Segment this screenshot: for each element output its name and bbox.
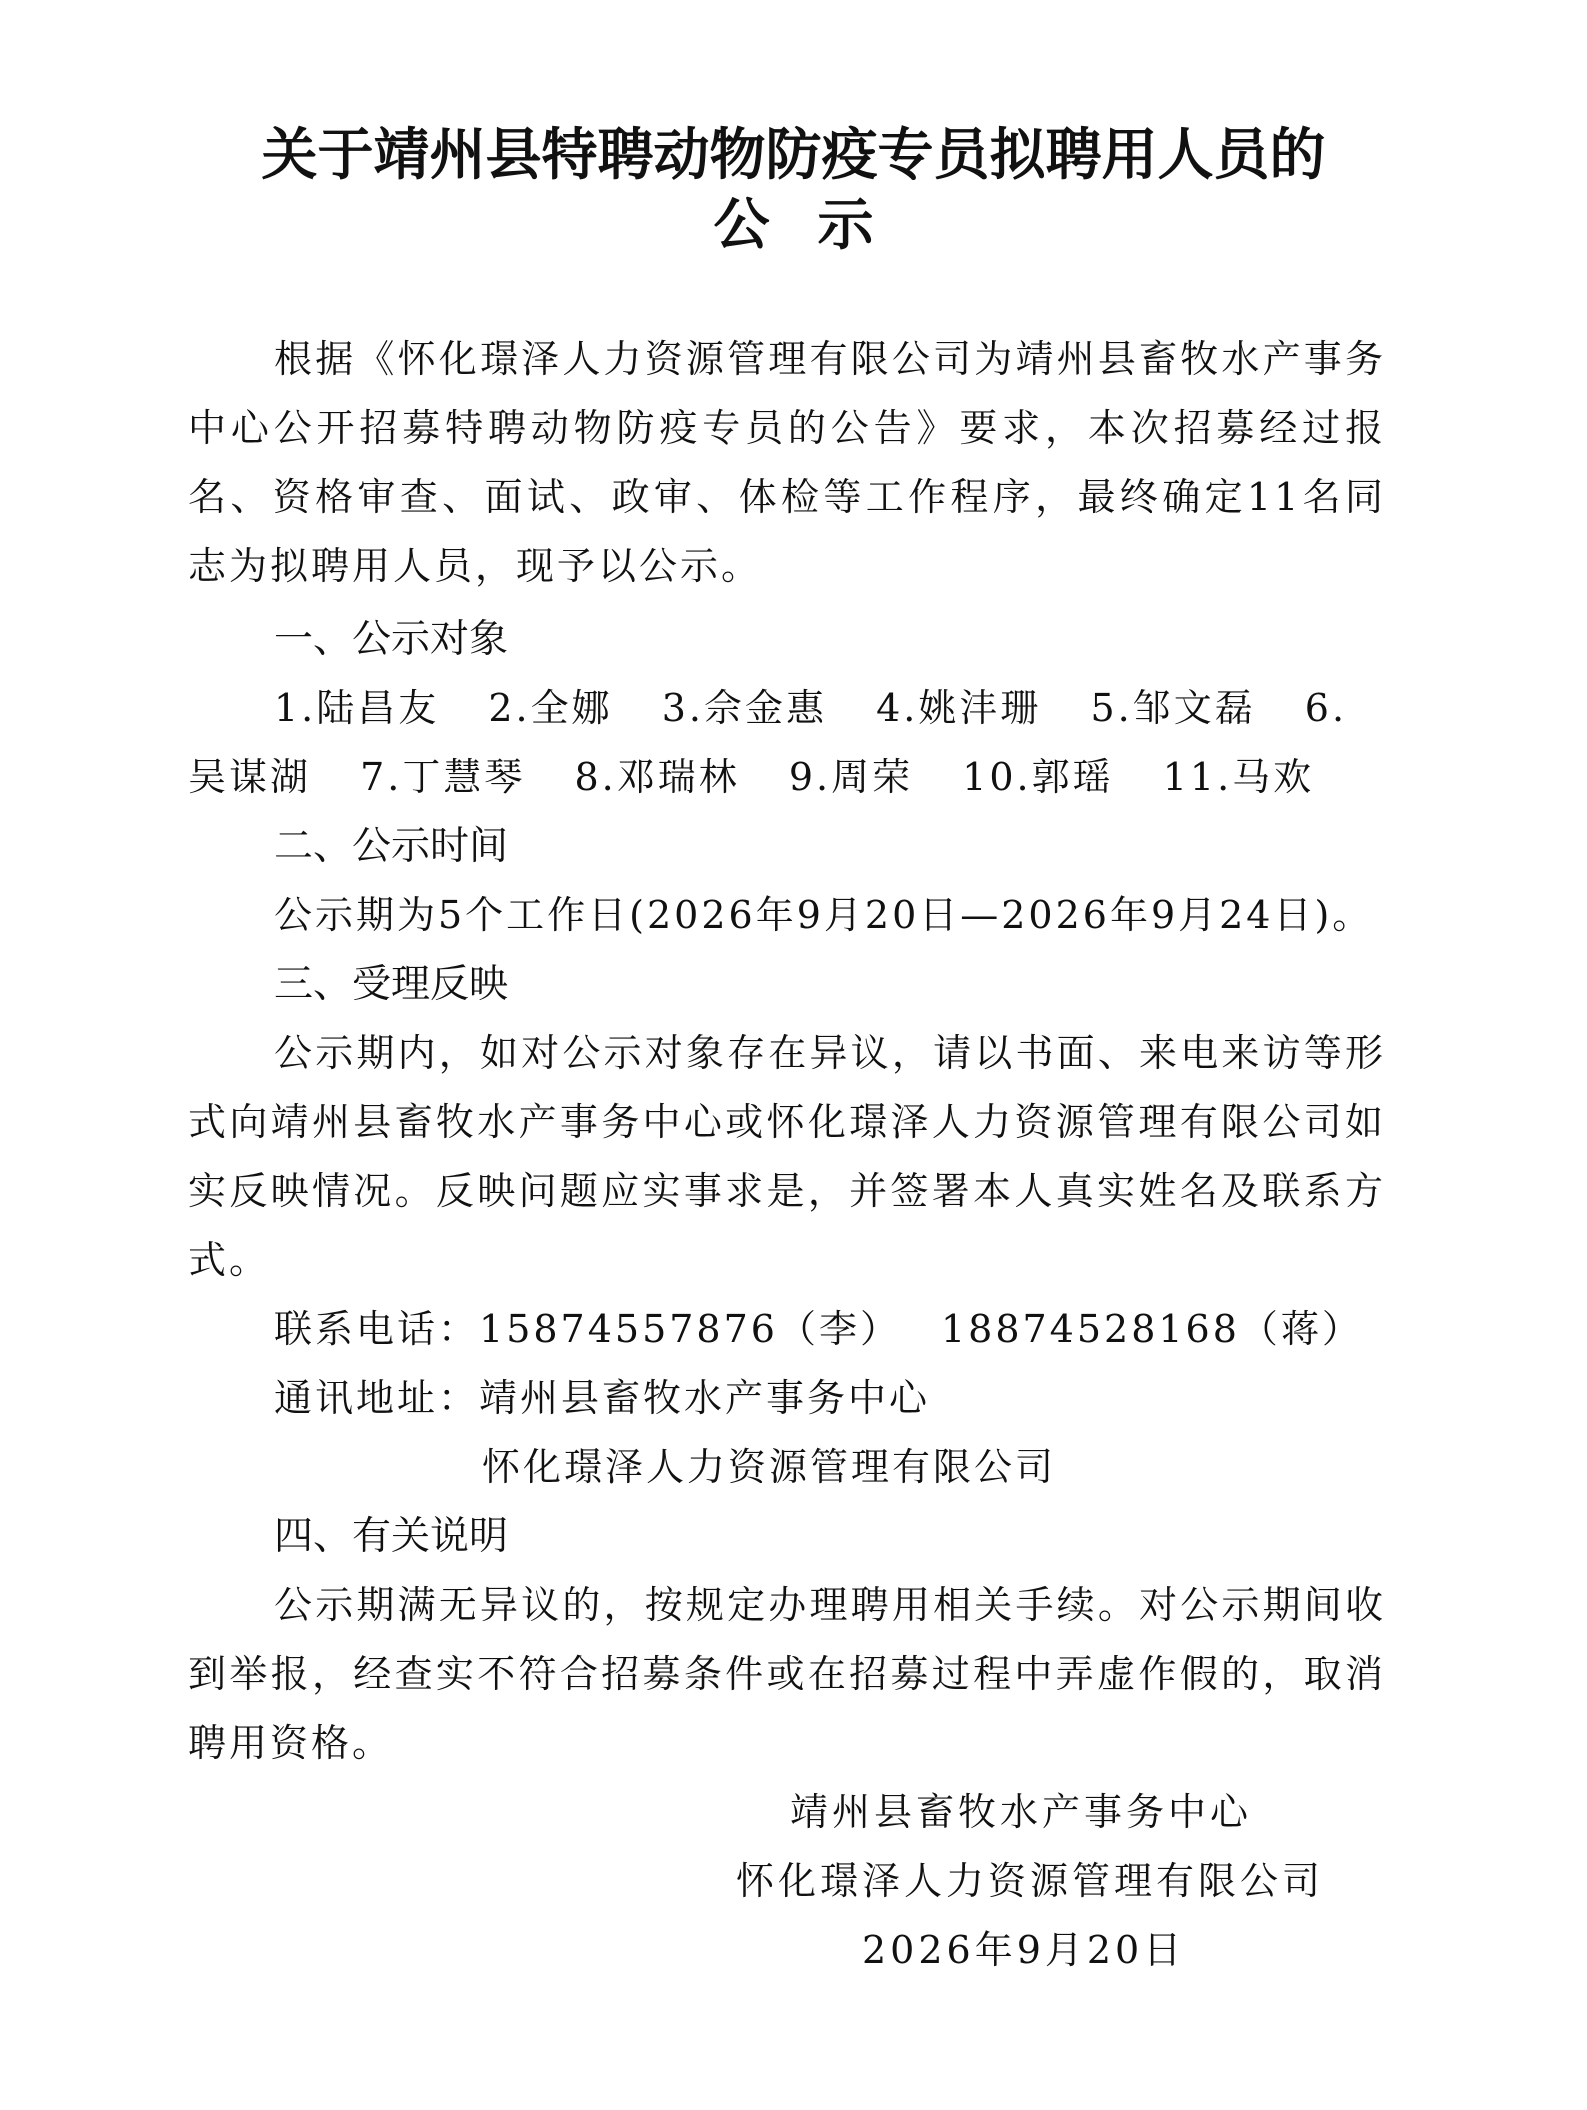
candidate-name: 1.陆昌友 <box>274 686 440 730</box>
phone-number-jiang: 18874528168（蒋） <box>940 1307 1363 1351</box>
phone-number-li: 15874557876（李） <box>479 1307 901 1351</box>
phone-label: 联系电话： <box>274 1307 480 1351</box>
signature-date: 2026年9月20日 <box>862 1928 1186 1972</box>
candidate-name: 2.全娜 <box>488 686 613 730</box>
address-line-1: 靖州县畜牧水产事务中心 <box>479 1376 931 1420</box>
candidate-name: 3.佘金惠 <box>661 686 827 730</box>
signature-org-1: 靖州县畜牧水产事务中心 <box>790 1790 1253 1834</box>
candidate-name: 9.周荣 <box>788 755 914 799</box>
page-title-sub: 公示 <box>713 192 922 258</box>
candidate-name: 6.吴谋湖 <box>188 686 1348 799</box>
contact-address <box>274 1364 930 1433</box>
notes-paragraph: 公示期满无异议的，按规定办理聘用相关手续。对公示期间收到举报，经查实不符合招募条件或在招募过程中弄虚作假的，取消聘用资格。 <box>188 1583 1386 1765</box>
candidate-list <box>188 674 1386 812</box>
page-title: 关于靖州县特聘动物防疫专员拟聘用人员的 <box>261 122 1326 188</box>
address-line-2: 怀化璟泽人力资源管理有限公司 <box>482 1445 1057 1489</box>
intro-paragraph: 根据《怀化璟泽人力资源管理有限公司为靖州县畜牧水产事务中心公开招募特聘动物防疫专员的公告》要求，本次招募经过报名、资格审查、面试、政审、体检等工作程序，最终确定11名同志为拟聘用人员，现予以公示。 <box>188 337 1386 588</box>
address-label: 通讯地址： <box>274 1376 480 1420</box>
candidate-name: 8.邓瑞林 <box>574 755 740 799</box>
section-heading-time: 二、公示时间 <box>274 824 509 869</box>
section-heading-notes: 四、有关说明 <box>274 1514 509 1559</box>
contact-phones <box>274 1295 1363 1364</box>
signature-org-2: 怀化璟泽人力资源管理有限公司 <box>736 1859 1325 1903</box>
feedback-paragraph: 公示期内，如对公示对象存在异议，请以书面、来电来访等形式向靖州县畜牧水产事务中心或怀化璟泽人力资源管理有限公司如实反映情况。反映问题应实事求是，并签署本人真实姓名及联系方式。 <box>188 1031 1386 1282</box>
candidate-name: 10.郭瑶 <box>962 755 1114 799</box>
candidate-name: 11.马欢 <box>1162 755 1315 799</box>
publicity-period: 公示期为5个工作日(2026年9月20日—2026年9月24日)。 <box>274 893 1374 937</box>
section-heading-feedback: 三、受理反映 <box>274 962 509 1007</box>
section-heading-objects: 一、公示对象 <box>274 617 509 662</box>
candidate-name: 4.姚沣珊 <box>876 686 1042 730</box>
candidate-name: 7.丁慧琴 <box>360 755 526 799</box>
candidate-name: 5.邹文磊 <box>1090 686 1256 730</box>
